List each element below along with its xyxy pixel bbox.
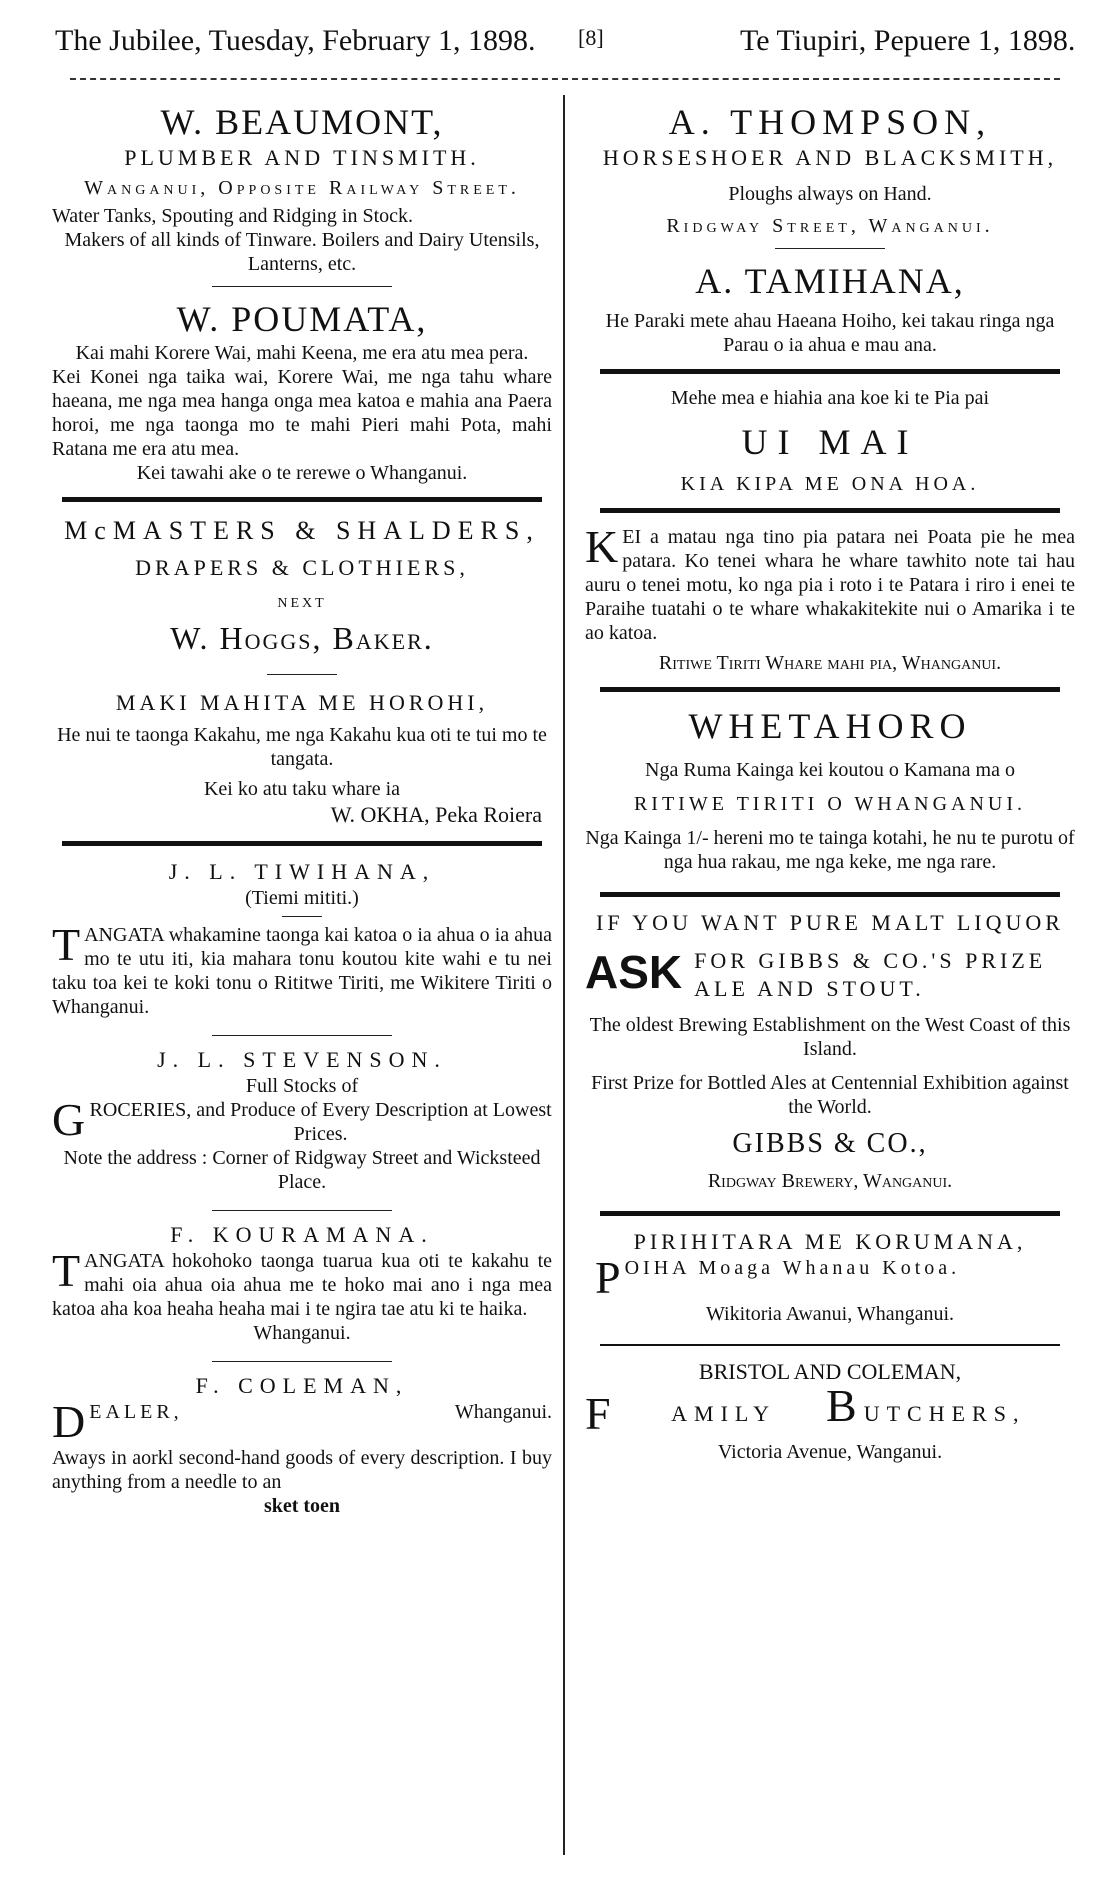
ad-baker: W. Hoggs, Baker.	[170, 620, 434, 656]
ad-sub: (Tiemi mititi.)	[245, 887, 359, 909]
drop-cap: D	[52, 1396, 86, 1447]
ad-line: Note the address : Corner of Ridgway Street and Wicksteed Place.	[63, 1147, 541, 1193]
ad-place: Whanganui.	[253, 1322, 351, 1344]
ad-line: The oldest Brewing Establishment on the West Coast of this Island.	[589, 1014, 1071, 1060]
ad-trade: HORSESHOER AND BLACKSMITH,	[602, 145, 1058, 170]
ad-kouramana	[52, 1221, 552, 1345]
divider	[212, 286, 392, 287]
ad-whetahoro	[585, 704, 1075, 874]
ad-line: KIA KIPA ME ONA HOA.	[680, 473, 980, 495]
ad-pirihitara	[585, 1228, 1075, 1326]
ad-mcmasters	[52, 514, 552, 660]
ad-tail: sket toen	[263, 1495, 341, 1517]
ad-line: POIHA Moaga Whanau Kotoa.	[595, 1252, 961, 1303]
divider	[600, 1344, 1060, 1346]
left-column	[52, 100, 552, 1518]
column-divider	[563, 95, 565, 1855]
divider	[267, 674, 337, 675]
divider	[212, 1035, 392, 1036]
ad-line: Makers of all kinds of Tinware. Boilers and Dairy Utensils, Lanterns, etc.	[64, 229, 540, 275]
page-header	[0, 24, 1114, 64]
ad-bristol	[585, 1358, 1075, 1464]
drop-cap: P	[595, 1252, 621, 1303]
drop-cap: F	[585, 1388, 618, 1439]
ad-line: Full Stocks of	[245, 1075, 359, 1097]
header-right: Te Tiupiri, Pepuere 1, 1898.	[740, 24, 1076, 57]
ad-address: Wanganui, Opposite Railway Street.	[84, 177, 520, 199]
ad-line: Kai mahi Korere Wai, mahi Keena, me era atu mea pera.	[75, 342, 529, 364]
right-column	[585, 100, 1075, 1464]
ad-tamihana	[585, 259, 1075, 357]
ad-name: A. THOMPSON,	[668, 102, 992, 142]
ad-body: KEI a matau nga tino pia patara nei Poata pie he mea patara. Ko tenei whara he whare tawhito note tai hau auru o tenei motu, ko nga pia i roto i te Patara i riro i enei te Paraihe tuatahi o te whare whakakitekite nui o Amarika i te ao katoa.	[585, 521, 1075, 644]
ad-thompson	[585, 100, 1075, 238]
ad-trade: DRAPERS & CLOTHIERS,	[135, 555, 469, 580]
ad-line: IF YOU WANT PURE MALT LIQUOR	[596, 910, 1064, 935]
ad-line: F AMILY BUTCHERS,	[585, 1380, 1026, 1439]
divider	[212, 1361, 392, 1362]
ad-line: First Prize for Bottled Ales at Centennial Exhibition against the World.	[591, 1072, 1069, 1118]
ad-line: Ploughs always on Hand.	[728, 183, 932, 205]
thick-divider	[600, 508, 1060, 513]
drop-cap: B	[826, 1380, 864, 1431]
ask-word: ASK	[585, 946, 683, 998]
ad-line: Kei ko atu taku whare ia	[203, 778, 401, 800]
thick-divider	[600, 687, 1060, 692]
drop-cap: G	[52, 1094, 86, 1145]
ad-name: J. L. STEVENSON.	[157, 1047, 447, 1072]
ad-name: J. L. TIWIHANA,	[168, 859, 436, 884]
ad-name: WHETAHORO	[688, 706, 972, 746]
ad-name: W. BEAUMONT,	[160, 102, 444, 142]
ad-line: Water Tanks, Spouting and Ridging in Stock.	[52, 205, 414, 227]
ad-next: NEXT	[277, 596, 327, 611]
ad-sign: W. OKHA, Peka Roiera	[330, 802, 542, 827]
ad-poumata	[52, 297, 552, 485]
ad-pia	[585, 521, 1075, 675]
ad-body: He Paraki mete ahau Haeana Hoiho, kei takau ringa nga Parau o ia ahua e mau ana.	[605, 310, 1055, 356]
ad-body: Nga Kainga 1/- hereni mo te tainga kotahi, he nu te purotu of nga hua rakau, me nga keke, me nga rare.	[585, 827, 1075, 873]
ad-line: He nui te taonga Kakahu, me nga Kakahu kua oti te tui mo te tangata.	[57, 724, 547, 770]
ad-coleman	[52, 1372, 552, 1518]
thick-divider	[600, 1211, 1060, 1216]
ad-line: Mehe mea e hiahia ana koe ki te Pia pai	[670, 387, 990, 409]
header-left: The Jubilee, Tuesday, February 1, 1898.	[55, 24, 536, 57]
thick-divider	[600, 369, 1060, 374]
divider	[775, 248, 885, 249]
header-rule	[70, 78, 1060, 80]
ad-address: Ridgway Brewery, Wanganui.	[707, 1170, 953, 1192]
ad-okha	[52, 689, 552, 829]
ad-ask-line: ASK FOR GIBBS & CO.'S PRIZE ALE AND STOUT.	[585, 946, 1047, 1001]
ad-title: MAKI MAHITA ME HOROHI,	[115, 690, 489, 715]
ad-name: PIRIHITARA ME KORUMANA,	[633, 1229, 1027, 1254]
drop-cap: T	[52, 1245, 81, 1296]
ad-dealer-line: DEALER, Whanganui.	[52, 1396, 552, 1447]
drop-cap: K	[585, 521, 619, 572]
ad-sign: Ritiwe Tiriti Whare mahi pia, Whanganui.	[658, 652, 1002, 674]
ad-title: UI MAI	[741, 422, 919, 462]
drop-cap: T	[52, 919, 81, 970]
ad-name: BRISTOL AND COLEMAN,	[698, 1359, 962, 1384]
ad-body: TANGATA whakamine taonga kai katoa o ia ahua o ia ahua mo te utu iti, kia mahara tonu koutou kite wahi e tu nei taku toa kei te koki tonu o Rititwe Tiriti, me Wikitere Tiriti o Whanganui.	[52, 919, 552, 1018]
ad-body: Kei Konei nga taika wai, Korere Wai, me nga tahu whare haeana, me nga mea hanga onga mea katoa e mahia ana Paera horoi, me nga taonga mo te mahi Pieri mahi Pota, mahi Ratana me era atu mea.	[52, 366, 552, 460]
ad-body: GROCERIES, and Produce of Every Description at Lowest Prices.	[52, 1094, 552, 1145]
thick-divider	[600, 892, 1060, 897]
ad-line: RITIWE TIRITI O WHANGANUI.	[633, 793, 1027, 815]
ad-stevenson	[52, 1046, 552, 1194]
ad-name: A. TAMIHANA,	[695, 261, 965, 301]
thick-divider	[62, 497, 542, 502]
divider	[282, 916, 322, 917]
thick-divider	[62, 841, 542, 846]
ad-address: Victoria Avenue, Wanganui.	[717, 1441, 943, 1463]
ad-tiwihana	[52, 858, 552, 1019]
ad-name: F. COLEMAN,	[195, 1373, 409, 1398]
header-page-number: [8]	[578, 25, 604, 50]
ad-line: Nga Ruma Kainga kei koutou o Kamana ma o	[645, 759, 1015, 781]
ad-trade: PLUMBER AND TINSMITH.	[124, 145, 480, 170]
ad-body: Aways in aorkl second-hand goods of every description. I buy anything from a needle to an	[52, 1447, 552, 1493]
divider	[212, 1210, 392, 1211]
ad-address: Ridgway Street, Wanganui.	[666, 215, 994, 237]
ad-beaumont	[52, 100, 552, 276]
ad-body: TANGATA hokohoko taonga tuarua kua oti te kakahu te mahi oia ahua oia ahua me te hoko mai ano i nga mea katoa aha koa heaha heaha mai i te ngira tae atu ki te haika.	[52, 1245, 552, 1320]
ad-line: Wikitoria Awanui, Whanganui.	[705, 1303, 955, 1325]
ad-line: Kei tawahi ake o te rerewe o Whanganui.	[136, 462, 468, 484]
ad-name: McMASTERS & SHALDERS,	[64, 516, 540, 545]
ad-ui-mai	[585, 386, 1075, 496]
ad-name: W. POUMATA,	[176, 299, 428, 339]
ad-gibbs	[585, 909, 1075, 1193]
ad-name: F. KOURAMANA.	[170, 1222, 434, 1247]
ad-name: GIBBS & CO.,	[732, 1128, 928, 1159]
